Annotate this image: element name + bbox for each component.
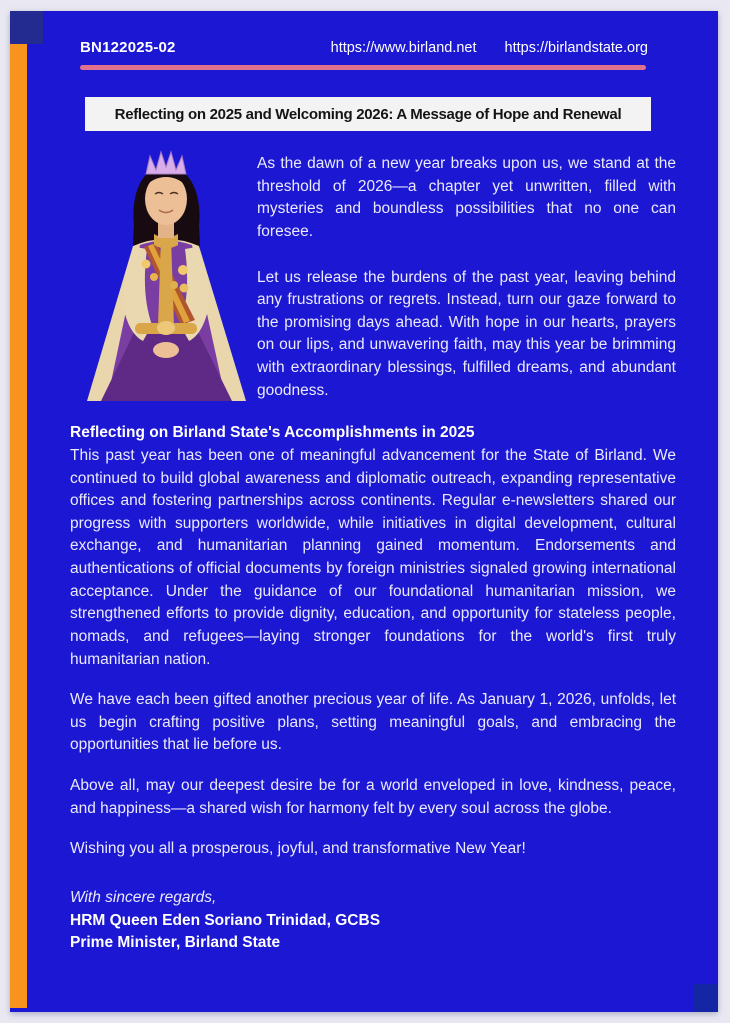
intro-section (85, 144, 676, 402)
newsletter-page (10, 11, 718, 1012)
pink-divider (80, 65, 646, 70)
signature-role: Prime Minister, Birland State (70, 934, 281, 952)
title-banner (85, 97, 651, 131)
header-links (331, 40, 648, 56)
link-birlandstate-org[interactable]: https://birlandstate.org (504, 40, 648, 56)
document-number: BN122025-02 (80, 39, 176, 56)
new-year-paragraph: We have each been gifted another precious year of life. As January 1, 2026, unfolds, let us begin crafting positive plans, setting meaningful goals, and embracing the opportunities that lie before us. (70, 691, 676, 754)
page-content (10, 11, 718, 1012)
page-title: Reflecting on 2025 and Welcoming 2026: A Message of Hope and Renewal (114, 105, 622, 123)
queen-portrait-photo (85, 144, 248, 401)
intro-paragraph-1: As the dawn of a new year breaks upon us, we stand at the threshold of 2026—a chapter yet unwritten, filled with mysteries and boundless possibilities that no one can foresee. (257, 155, 676, 240)
world-wish-paragraph: Above all, may our deepest desire be for a world enveloped in love, kindness, peace, and happiness—a shared wish for harmony felt by every soul across the globe. (70, 777, 676, 817)
signature-closing: With sincere regards, (70, 888, 217, 906)
link-birland-net[interactable]: https://www.birland.net (330, 40, 477, 56)
intro-text (257, 144, 676, 402)
intro-paragraph-2: Let us release the burdens of the past year, leaving behind any frustrations or regrets. Instead, turn our gaze forward to the promising days ahead. With hope in our hearts, prayers on our lips, and unwavering faith, may this year be brimming with extraordinary blessings, fulfilled dreams, and abundant goodness. (257, 268, 676, 399)
signature-name: HRM Queen Eden Soriano Trinidad, GCBS (70, 911, 381, 929)
accomplishments-paragraph: This past year has been one of meaningful advancement for the State of Birland. We continued to build global awareness and diplomatic outreach, expanding representative offices and fostering partnerships across continents. Regular e-newsletters shared our progress with supporters worldwide, while initiatives in digital development, cultural exchange, and humanitarian planning gained momentum. Endorsements and authentications of official documents by foreign ministries signaled growing international acceptance. Under the guidance of our foundational humanitarian mission, we strengthened efforts to provide dignity, education, and opportunity for stateless people, nomads, and refugees—laying stronger foundations for the world's first truly humanitarian nation. (70, 446, 676, 668)
header (80, 39, 648, 56)
queen-portrait-illustration (85, 144, 248, 401)
body-section (70, 422, 676, 955)
greeting-line: Wishing you all a prosperous, joyful, and transformative New Year! (70, 840, 526, 858)
signature-block (70, 887, 676, 955)
section-heading: Reflecting on Birland State's Accomplishments in 2025 (70, 424, 475, 442)
